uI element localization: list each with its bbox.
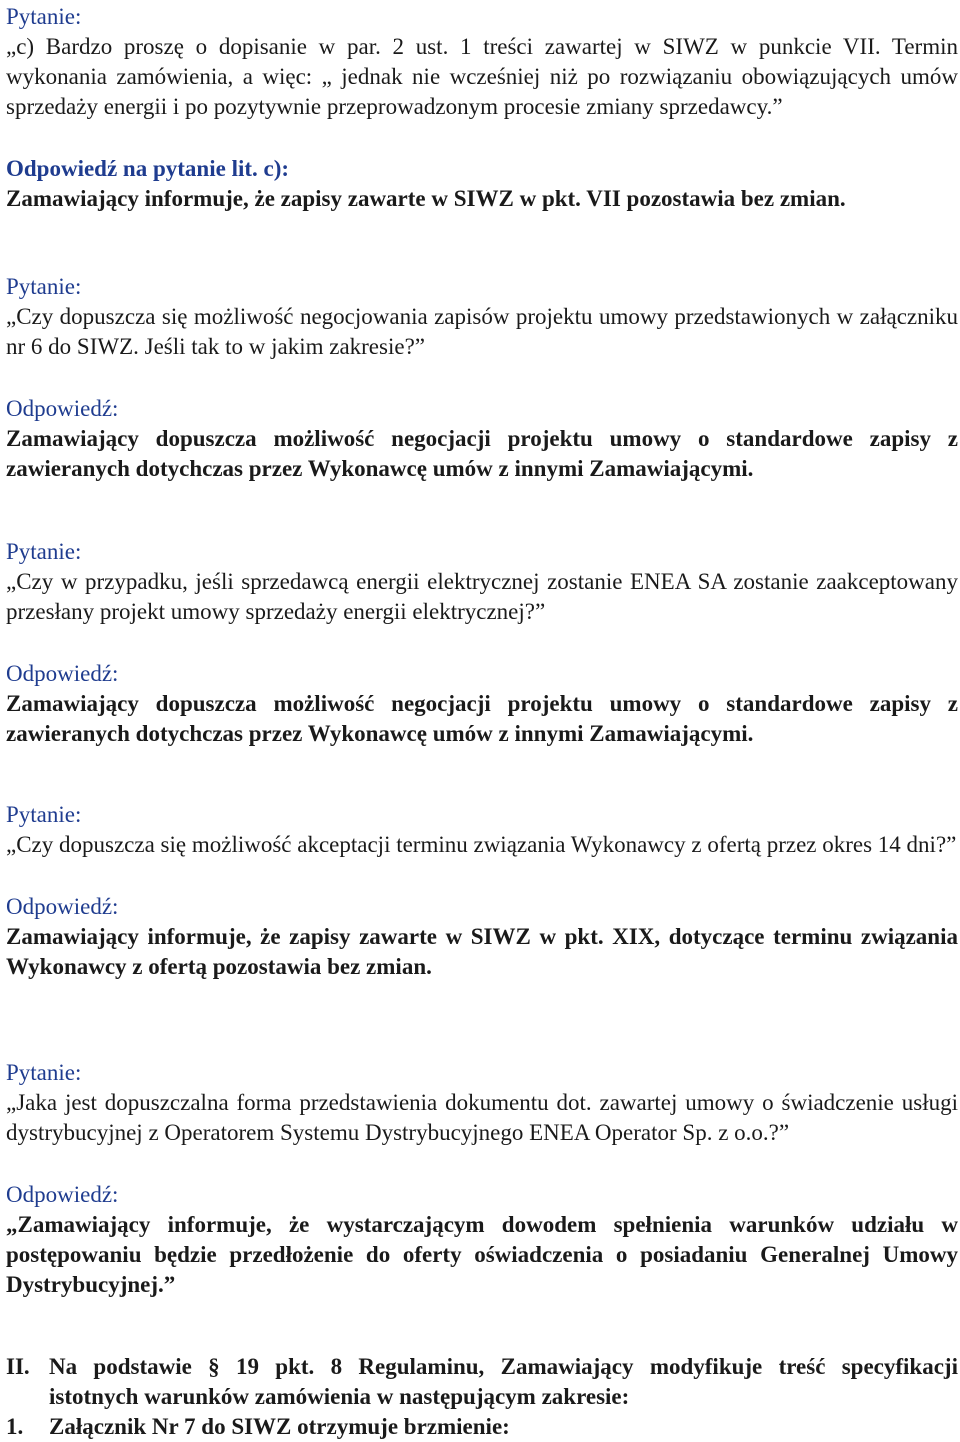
question-label: Pytanie: [6,274,82,299]
question-text: „c) Bardzo proszę o dopisanie w par. 2 ust. 1 treści zawartej w SIWZ w punkcie VII. Termin wykonania zamówienia, a więc: „ jednak nie wcześniej niż po rozwiązaniu obowiązujących umów sprzedaży energii i po pozytywnie przeprowadzonym procesie zmiany sprzedawcy.” [6,34,958,119]
answer-label: Odpowiedź: [6,894,119,919]
answer-text: Zamawiający dopuszcza możliwość negocjacji projektu umowy o standardowe zapisy z zawieranych dotychczas przez Wykonawcę umów z innymi Zamawiającymi. [6,691,958,746]
list-item-number: 1. [6,1414,24,1439]
qa-block-2 [6,537,958,749]
answer-label: Odpowiedź: [6,396,119,421]
qa-block-c [6,2,958,214]
question-text: „Czy dopuszcza się możliwość negocjowania zapisów projektu umowy przedstawionych w załączniku nr 6 do SIWZ. Jeśli tak to w jakim zakresie?” [6,304,958,359]
answer-label: Odpowiedź: [6,661,119,686]
section-text-line2: istotnych warunków zamówienia w następującym zakresie: [49,1384,630,1409]
question-label: Pytanie: [6,802,82,827]
question-label: Pytanie: [6,4,82,29]
answer-label: Odpowiedź: [6,1182,119,1207]
answer-text: Zamawiający informuje, że zapisy zawarte w SIWZ w pkt. XIX, dotyczące terminu związania Wykonawcy z ofertą pozostawia bez zmian. [6,924,958,979]
qa-block-4 [6,1058,958,1300]
answer-label: Odpowiedź na pytanie lit. c): [6,156,290,181]
question-label: Pytanie: [6,1060,82,1085]
question-label: Pytanie: [6,539,82,564]
section-ii [6,1352,958,1442]
question-text: „Czy dopuszcza się możliwość akceptacji terminu związania Wykonawcy z ofertą przez okres 14 dni?” [6,832,957,857]
qa-block-1 [6,272,958,484]
question-text: „Jaka jest dopuszczalna forma przedstawienia dokumentu dot. zawartej umowy o świadczenie usługi dystrybucyjnej z Operatorem Systemu Dystrybucyjnego ENEA Operator Sp. z o.o.?” [6,1090,958,1145]
section-number: II. [6,1354,30,1379]
answer-text: „Zamawiający informuje, że wystarczającym dowodem spełnienia warunków udziału w postępowaniu będzie przedłożenie do oferty oświadczenia o posiadaniu Generalnej Umowy Dystrybucyjnej.” [6,1212,958,1297]
question-text: „Czy w przypadku, jeśli sprzedawcą energii elektrycznej zostanie ENEA SA zostanie zaakceptowany przesłany projekt umowy sprzedaży energii elektrycznej?” [6,569,958,624]
answer-text: Zamawiający informuje, że zapisy zawarte w SIWZ w pkt. VII pozostawia bez zmian. [6,186,846,211]
qa-block-3 [6,800,958,982]
section-text-line1: Na podstawie § 19 pkt. 8 Regulaminu, Zamawiający modyfikuje treść specyfikacji [49,1354,958,1379]
answer-text: Zamawiający dopuszcza możliwość negocjacji projektu umowy o standardowe zapisy z zawieranych dotychczas przez Wykonawcę umów z innymi Zamawiającymi. [6,426,958,481]
list-item-text: Załącznik Nr 7 do SIWZ otrzymuje brzmienie: [49,1414,510,1439]
